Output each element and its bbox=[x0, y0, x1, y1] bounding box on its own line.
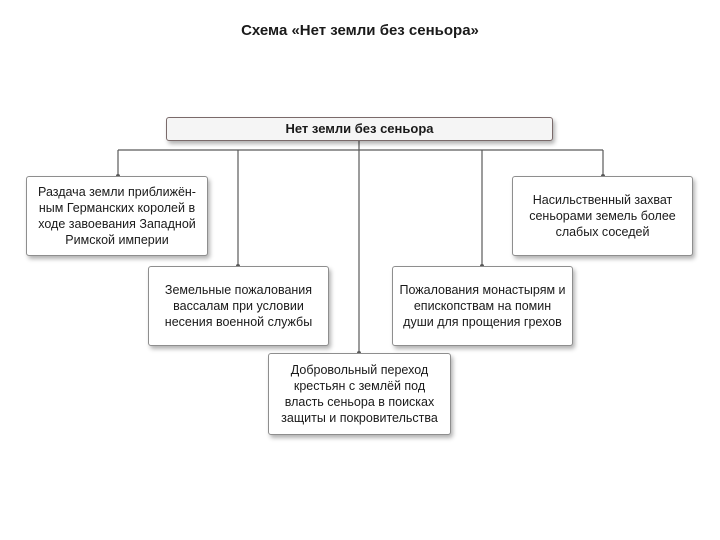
box-land-grants-vassals bbox=[148, 266, 329, 346]
box-voluntary-transfer-text: Добровольный переход крестьян с землёй под власть сеньора в поисках защиты и покровительства bbox=[281, 363, 438, 425]
box-forceful-seizure bbox=[512, 176, 693, 256]
root-box bbox=[166, 117, 553, 141]
box-grants-monasteries-text: Пожалования монастырям и епископствам на помин души для прощения грехов bbox=[399, 283, 566, 329]
box-forceful-seizure-text: Насильственный захват сеньорами земель более слабых соседей bbox=[529, 193, 676, 239]
box-grants-monasteries bbox=[392, 266, 573, 346]
slide-title: Схема «Нет земли без сеньора» bbox=[241, 22, 479, 39]
box-land-distribution-text: Раздача земли приближён-ным Германских королей в ходе завоевания Западной Римской империи bbox=[38, 185, 196, 247]
root-label: Нет земли без сеньора bbox=[285, 121, 434, 136]
box-land-distribution bbox=[26, 176, 208, 256]
box-land-grants-vassals-text: Земельные пожалования вассалам при условии несения военной службы bbox=[164, 283, 313, 329]
box-voluntary-transfer bbox=[268, 353, 451, 435]
